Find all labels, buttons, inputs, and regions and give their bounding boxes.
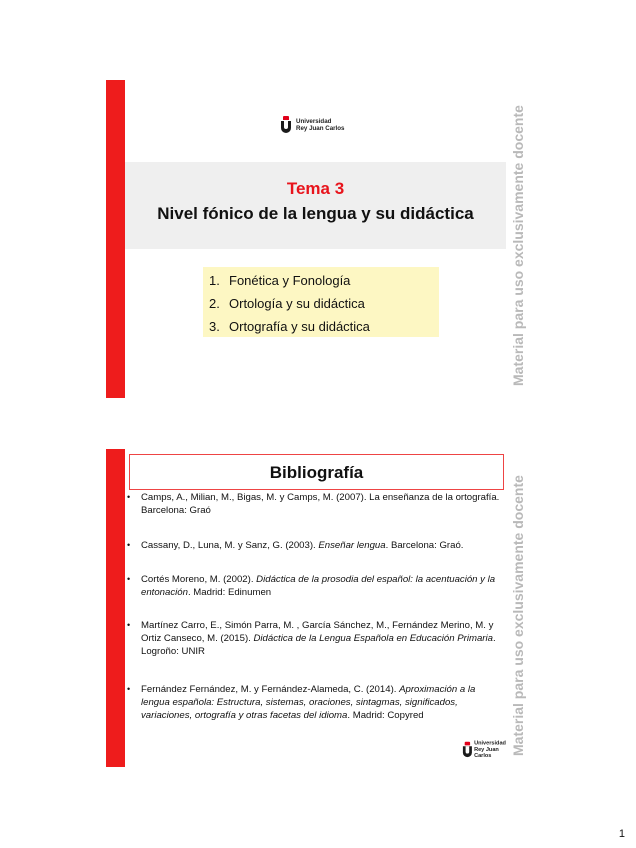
- reference-title: Enseñar lengua: [318, 540, 386, 551]
- reference-title: Aproximación a la lengua española: Estructura, sistemas, oraciones, sintagmas, significados, variaciones, ortografía y otras facetas del idioma: [141, 684, 476, 721]
- watermark-text: Material para uso exclusivamente docente: [510, 105, 526, 386]
- topic-item: [209, 319, 370, 334]
- topic-label: Ortografía y su didáctica: [229, 319, 370, 334]
- topic-number: 1.: [209, 273, 220, 288]
- reference-title: Didáctica de la Lengua Española en Educación Primaria: [253, 633, 493, 644]
- bullet: •: [127, 574, 131, 584]
- reference-publisher: . Madrid: Copyred: [347, 710, 424, 721]
- topic-number: 2.: [209, 296, 220, 311]
- reference-text: Martínez Carro, E., Simón Parra, M. , García Sánchez, M., Fernández Merino, M. y Ortiz Canseco, M. (2015).: [141, 620, 494, 644]
- reference-text: Cassany, D., Luna, M. y Sanz, G. (2003).: [141, 540, 319, 551]
- logo-line-1: Universidad: [474, 740, 506, 747]
- page-number: 1: [618, 828, 625, 840]
- reference-publisher: . Madrid: Edinumen: [187, 587, 272, 598]
- reference-text: Fernández Fernández, M. y Fernández-Alameda, C. (2014).: [141, 684, 400, 695]
- logo-line-2: Rey Juan Carlos: [474, 746, 499, 759]
- bullet: •: [127, 620, 131, 630]
- university-logo: [462, 740, 508, 759]
- urjc-logo-icon: [280, 116, 292, 134]
- topic-item: [209, 296, 365, 311]
- bibliography-heading: Bibliografía: [269, 463, 364, 482]
- bullet: •: [127, 684, 131, 694]
- urjc-logo-icon: [462, 741, 470, 757]
- topics-list: [203, 267, 439, 337]
- reference-publisher: . Logroño: UNIR: [141, 633, 496, 657]
- slide-title: Nivel fónico de la lengua y su didáctica: [157, 204, 474, 223]
- bullet: •: [127, 540, 131, 550]
- slide-bibliography: [106, 449, 506, 767]
- red-side-bar: [106, 80, 125, 398]
- reference-title: Didáctica de la prosodia del español: la acentuación y la entonación: [141, 574, 496, 598]
- reference-publisher: . Barcelona: Graó.: [385, 540, 464, 551]
- topic-number: Tema 3: [286, 179, 345, 198]
- topic-label: Ortología y su didáctica: [229, 296, 365, 311]
- reference-text: Cortés Moreno, M. (2002).: [141, 574, 257, 585]
- logo-line-1: Universidad: [296, 118, 332, 125]
- logo-line-2: Rey Juan Carlos: [296, 125, 345, 132]
- title-band: [125, 162, 506, 249]
- watermark-text: Material para uso exclusivamente docente: [510, 475, 526, 756]
- reference-text: Camps, A., Milian, M., Bigas, M. y Camps, M. (2007). La enseñanza de la ortografía. Barcelona: Graó: [141, 492, 500, 516]
- slide-cover: [106, 80, 506, 398]
- topic-item: [209, 273, 350, 288]
- topic-label: Fonética y Fonología: [229, 273, 351, 288]
- heading-box: [129, 454, 504, 490]
- university-logo: [280, 116, 345, 134]
- red-side-bar: [106, 449, 125, 767]
- topic-number: 3.: [209, 319, 220, 334]
- bullet: •: [127, 492, 131, 502]
